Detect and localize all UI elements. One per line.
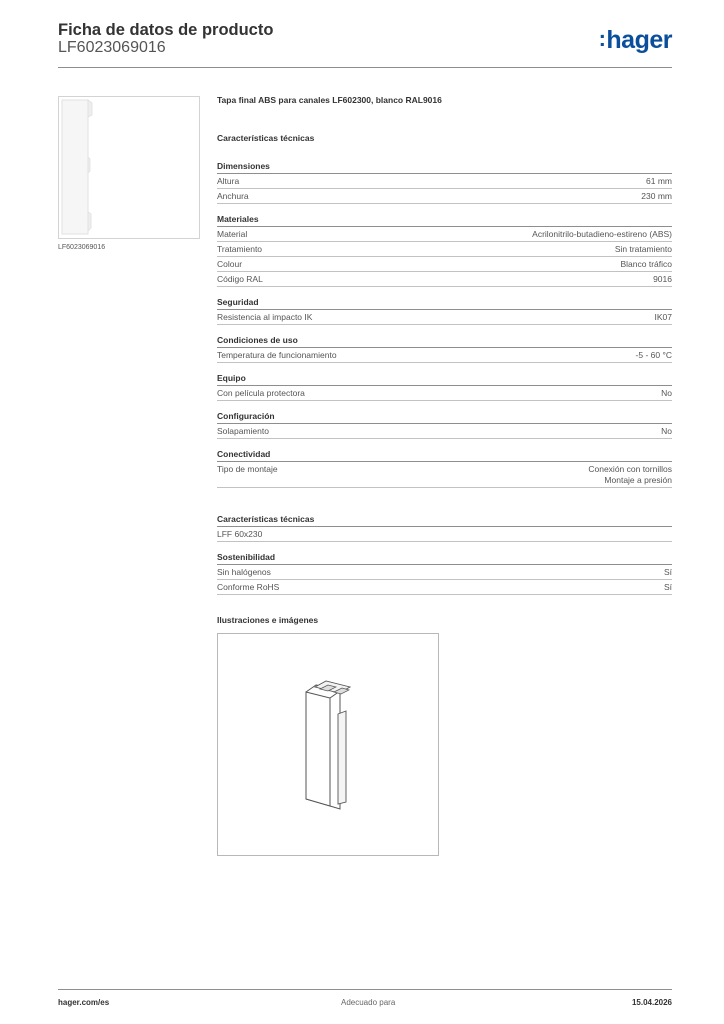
spec-group xyxy=(217,373,672,401)
spec-label: Conforme RoHS xyxy=(217,582,280,592)
spec-group xyxy=(217,514,672,542)
spec-row xyxy=(217,462,672,488)
spec-row xyxy=(217,174,672,189)
spec-value xyxy=(646,176,672,187)
section-heading-tech: Características técnicas xyxy=(217,133,315,143)
spec-value-line: Sí xyxy=(663,567,672,577)
footer-website: hager.com/es xyxy=(58,998,110,1007)
spec-value-line: Conexión con tornillos xyxy=(588,464,672,474)
spec-value xyxy=(641,191,672,202)
logo-dots: : xyxy=(598,26,606,51)
spec-row xyxy=(217,386,672,401)
spec-value-line: Blanco tráfico xyxy=(620,259,672,269)
spec-group xyxy=(217,335,672,363)
spec-value xyxy=(664,582,672,593)
spec-row xyxy=(217,272,672,287)
spec-value xyxy=(661,426,672,437)
footer-divider xyxy=(58,989,672,990)
spec-groups-secondary xyxy=(217,514,672,595)
illustration-frame xyxy=(217,633,439,856)
spec-group xyxy=(217,214,672,287)
spec-value xyxy=(588,464,672,486)
spec-label: Colour xyxy=(217,259,243,269)
spec-group xyxy=(217,552,672,595)
spec-value-line: 9016 xyxy=(653,274,672,284)
spec-label: Tipo de montaje xyxy=(217,464,278,474)
spec-label: Altura xyxy=(217,176,240,186)
spec-row xyxy=(217,242,672,257)
spec-value xyxy=(664,567,672,578)
spec-group-title: Equipo xyxy=(217,373,672,386)
footer-date: 15.04.2026 xyxy=(631,998,672,1007)
product-title: Tapa final ABS para canales LF602300, blanco RAL9016 xyxy=(217,95,442,105)
spec-row xyxy=(217,580,672,595)
spec-value xyxy=(636,350,672,361)
footer-suitable-for: Adecuado para xyxy=(341,998,396,1007)
spec-value-line: No xyxy=(661,426,672,436)
spec-value xyxy=(615,244,672,255)
spec-value-line: 230 mm xyxy=(641,191,672,201)
spec-label: Material xyxy=(217,229,248,239)
product-thumbnail xyxy=(58,96,200,239)
product-thumbnail-image xyxy=(59,97,199,238)
spec-group-title: Configuración xyxy=(217,411,672,424)
spec-value-line: IK07 xyxy=(654,312,672,322)
spec-group-title: Materiales xyxy=(217,214,672,227)
spec-value-line: Acrilonitrilo-butadieno-estireno (ABS) xyxy=(532,229,672,239)
spec-value xyxy=(532,229,672,240)
spec-label: Código RAL xyxy=(217,274,263,284)
spec-group xyxy=(217,161,672,204)
spec-label: Tratamiento xyxy=(217,244,263,254)
spec-value xyxy=(655,312,673,323)
spec-label: Anchura xyxy=(217,191,249,201)
page-title: Ficha de datos de producto xyxy=(58,21,274,39)
spec-group xyxy=(217,411,672,439)
spec-group-title: Dimensiones xyxy=(217,161,672,174)
spec-label: LFF 60x230 xyxy=(217,529,263,539)
content-column xyxy=(217,95,672,625)
spec-row xyxy=(217,227,672,242)
spec-label: Sin halógenos xyxy=(217,567,271,577)
spec-value-line: Sí xyxy=(663,582,672,592)
logo-text: hager xyxy=(606,26,672,54)
spec-group-title: Conectividad xyxy=(217,449,672,462)
end-cap-illustration xyxy=(218,634,438,855)
hager-logo xyxy=(599,26,672,55)
spec-value-line: Montaje a presión xyxy=(604,475,672,485)
spec-label: Temperatura de funcionamiento xyxy=(217,350,337,360)
thumbnail-caption: LF6023069016 xyxy=(58,244,106,251)
spec-label: Resistencia al impacto IK xyxy=(217,312,313,322)
spec-row xyxy=(217,348,672,363)
spec-value xyxy=(653,274,672,285)
spec-row xyxy=(217,565,672,580)
spec-group-title: Seguridad xyxy=(217,297,672,310)
spec-row xyxy=(217,527,672,542)
spec-row xyxy=(217,424,672,439)
spec-label: Solapamiento xyxy=(217,426,269,436)
illustrations-heading: Ilustraciones e imágenes xyxy=(217,615,319,625)
spec-value-line: No xyxy=(661,388,672,398)
spec-value-line: -5 - 60 °C xyxy=(635,350,672,360)
spec-value-line: 61 mm xyxy=(646,176,672,186)
spec-group-title: Sostenibilidad xyxy=(217,552,672,565)
header-divider xyxy=(58,67,672,68)
spec-group-title: Condiciones de uso xyxy=(217,335,672,348)
spec-group xyxy=(217,297,672,325)
spec-value xyxy=(661,388,672,399)
spec-label: Con película protectora xyxy=(217,388,305,398)
spec-groups xyxy=(217,161,672,488)
spec-group-title: Características técnicas xyxy=(217,514,672,527)
spec-row xyxy=(217,257,672,272)
spec-group xyxy=(217,449,672,488)
spec-value-line: Sin tratamiento xyxy=(614,244,672,254)
spec-value xyxy=(621,259,673,270)
spec-row xyxy=(217,189,672,204)
spec-row xyxy=(217,310,672,325)
product-code: LF6023069016 xyxy=(58,39,166,56)
